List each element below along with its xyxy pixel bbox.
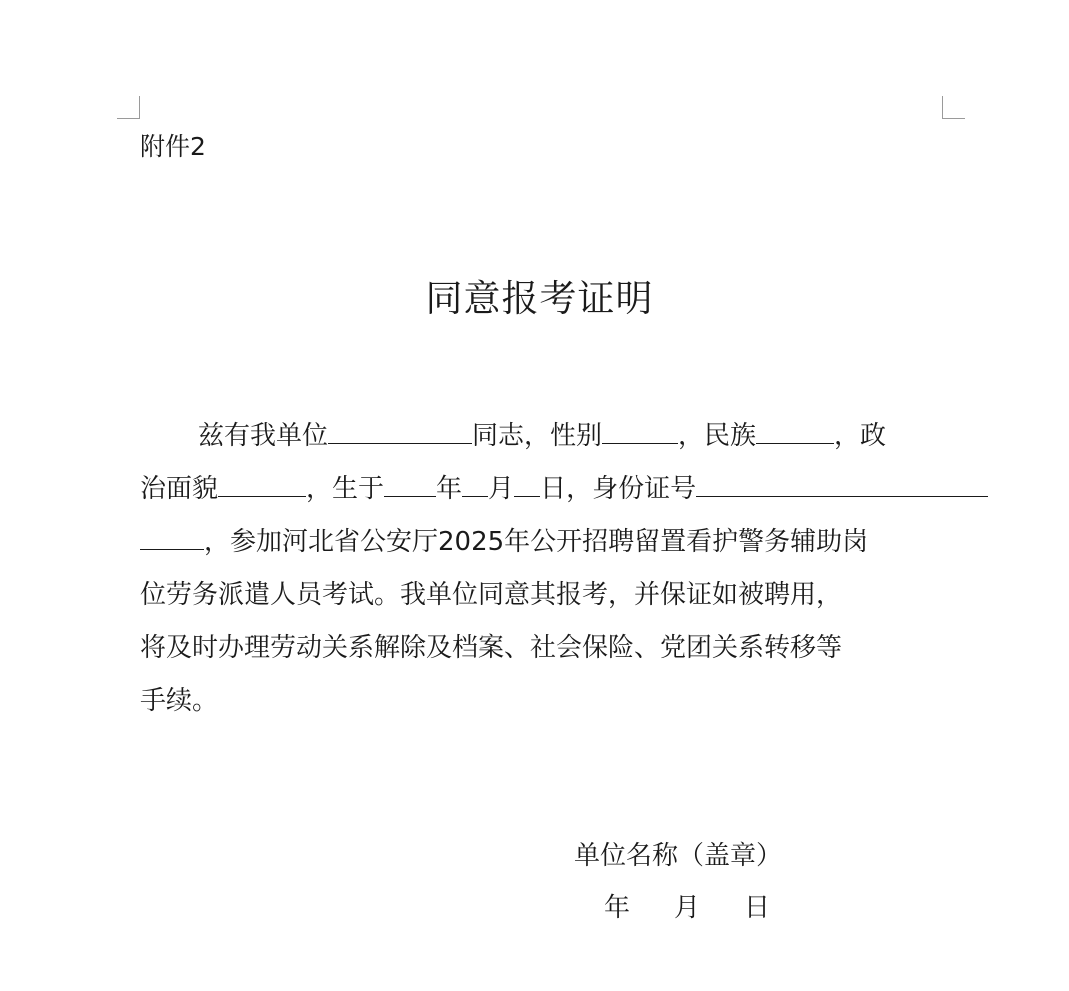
body-text: ，政 <box>834 421 887 451</box>
birth-day-blank[interactable] <box>514 474 540 497</box>
body-line-4: 位劳务派遣人员考试。我单位同意其报考，并保证如被聘用， <box>140 580 843 610</box>
body-text: 治面貌 <box>140 474 219 504</box>
date-year-label: 年 <box>604 893 631 923</box>
margin-corner-top-left <box>117 96 140 119</box>
document-title: 同意报考证明 <box>425 277 654 320</box>
signature-date <box>604 890 770 926</box>
body-line-5: 将及时办理劳动关系解除及档案、社会保险、党团关系转移等 <box>140 633 843 663</box>
body-line-3 <box>140 524 868 560</box>
unit-name-seal-label: 单位名称（盖章） <box>574 841 783 871</box>
body-text: 日，身份证号 <box>540 474 697 504</box>
id-number-blank-continued[interactable] <box>140 527 204 550</box>
body-text: 月 <box>488 474 515 504</box>
body-line-1 <box>198 418 886 454</box>
body-text: ，参加河北省公安厅2025年公开招聘留置看护警务辅助岗 <box>204 527 869 557</box>
body-line-6: 手续。 <box>140 686 219 716</box>
body-text: ，生于 <box>306 474 385 504</box>
date-month-label: 月 <box>674 893 701 923</box>
date-day-label: 日 <box>744 893 771 923</box>
ethnicity-blank[interactable] <box>756 421 834 444</box>
body-line-2 <box>140 471 988 507</box>
gender-blank[interactable] <box>602 421 678 444</box>
body-text: 同志，性别 <box>472 421 603 451</box>
body-text: 兹有我单位 <box>198 421 329 451</box>
margin-corner-top-right <box>942 96 965 119</box>
birth-year-blank[interactable] <box>384 474 436 497</box>
birth-month-blank[interactable] <box>462 474 488 497</box>
body-text: 年 <box>436 474 463 504</box>
name-blank[interactable] <box>328 421 472 444</box>
attachment-label: 附件2 <box>140 132 206 161</box>
body-text: ，民族 <box>678 421 757 451</box>
id-number-blank[interactable] <box>696 474 988 497</box>
political-status-blank[interactable] <box>218 474 306 497</box>
